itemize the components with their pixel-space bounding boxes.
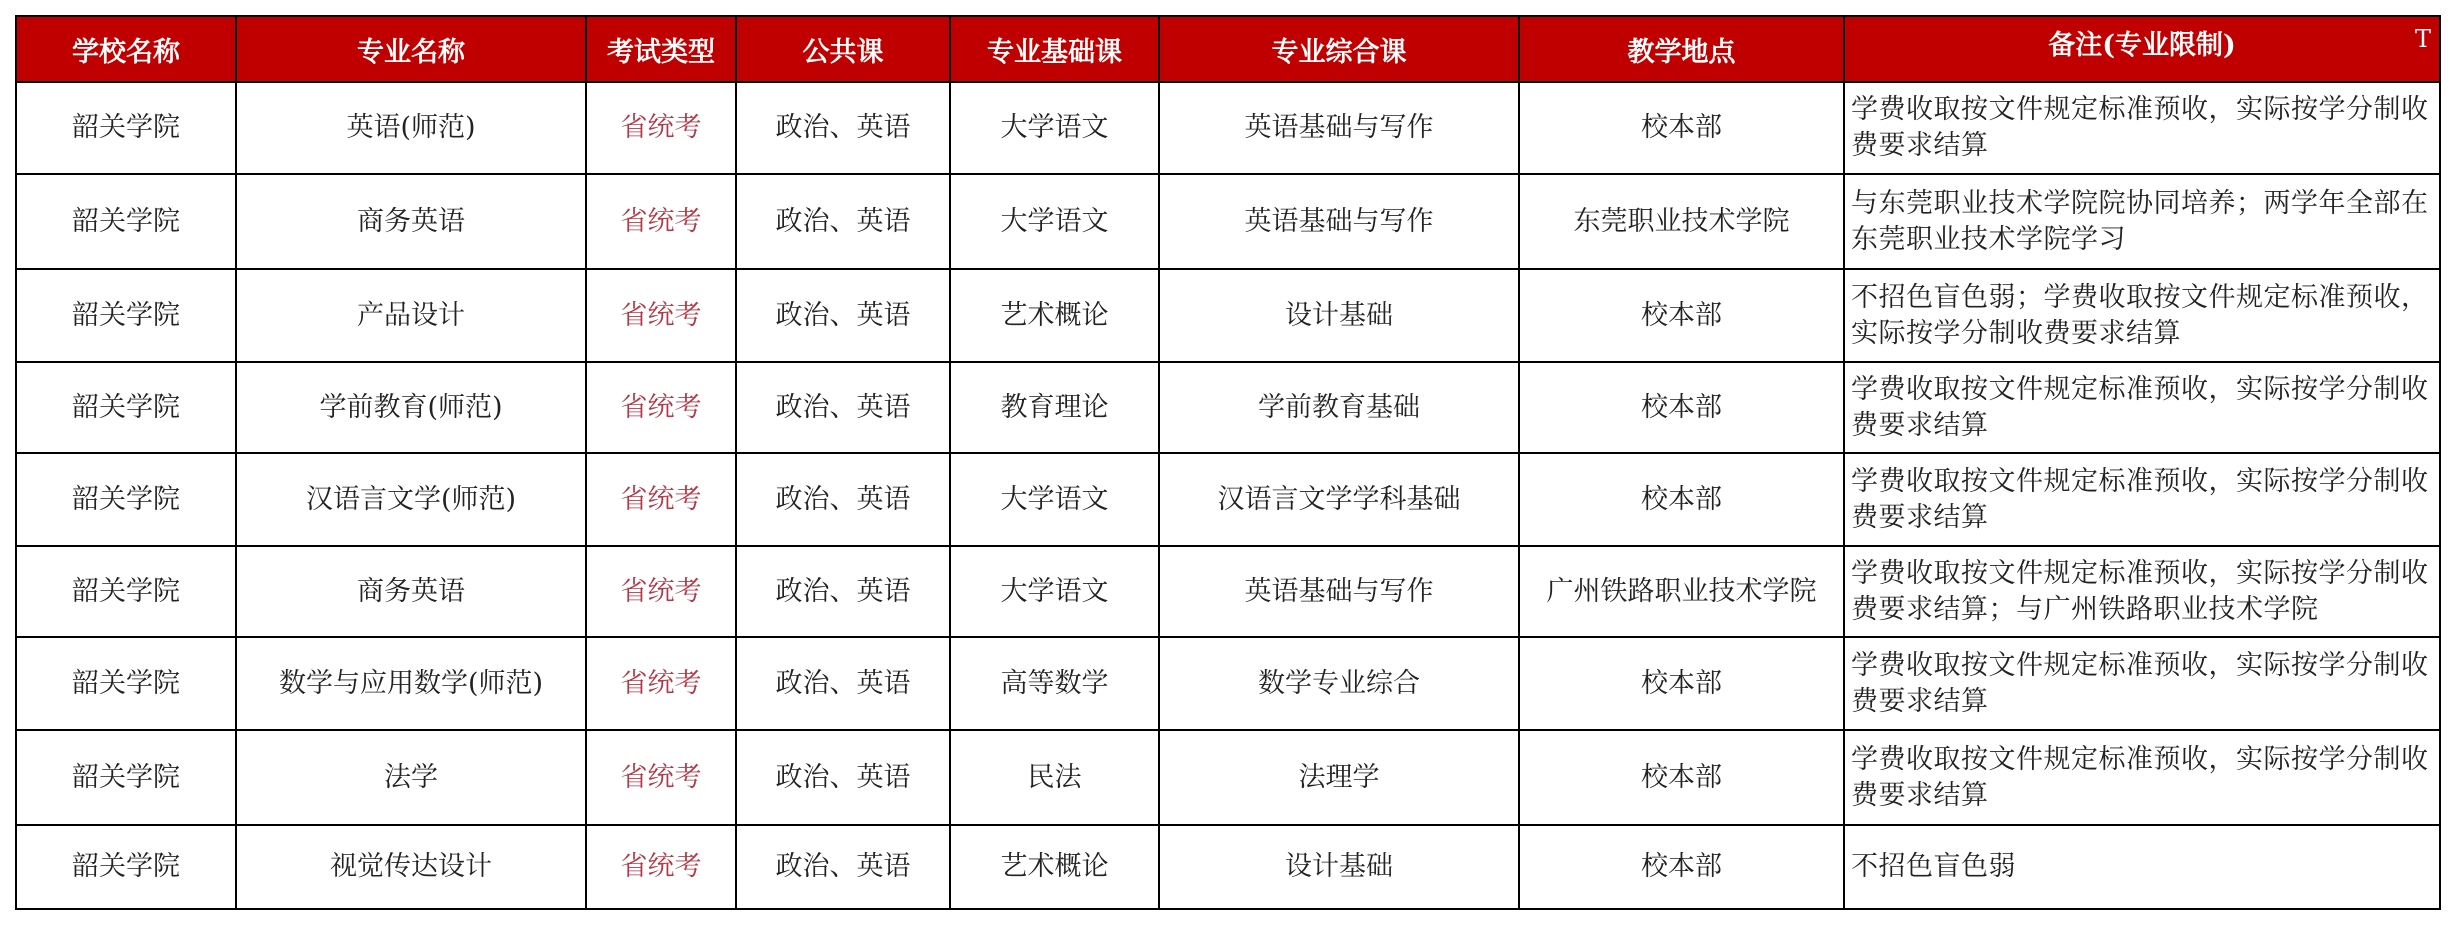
cell-exam-type: 省统考 [586, 825, 736, 909]
cell-public-course: 政治、英语 [736, 637, 950, 730]
cell-comprehensive-course: 学前教育基础 [1159, 362, 1519, 453]
cell-school: 韶关学院 [16, 362, 236, 453]
cell-notes [1844, 269, 2440, 362]
cell-school: 韶关学院 [16, 825, 236, 909]
cell-basic-course: 大学语文 [950, 453, 1159, 546]
cell-major: 商务英语 [236, 174, 586, 269]
cell-notes [1844, 546, 2440, 637]
cell-basic-course: 民法 [950, 730, 1159, 825]
cell-public-course: 政治、英语 [736, 825, 950, 909]
notes-text: 学费收取按文件规定标准预收，实际按学分制收费要求结算 [1851, 94, 2429, 161]
cell-notes [1844, 730, 2440, 825]
cell-basic-course: 大学语文 [950, 174, 1159, 269]
table-row [16, 730, 2440, 825]
cell-notes [1844, 453, 2440, 546]
cell-major: 产品设计 [236, 269, 586, 362]
cell-basic-course: 大学语文 [950, 82, 1159, 174]
cell-location: 校本部 [1519, 269, 1844, 362]
header-notes [1844, 16, 2440, 82]
cell-exam-type: 省统考 [586, 453, 736, 546]
table-row [16, 269, 2440, 362]
cell-notes [1844, 174, 2440, 269]
cell-exam-type: 省统考 [586, 730, 736, 825]
cell-public-course: 政治、英语 [736, 174, 950, 269]
cell-school: 韶关学院 [16, 174, 236, 269]
cell-comprehensive-course: 设计基础 [1159, 825, 1519, 909]
cell-public-course: 政治、英语 [736, 546, 950, 637]
cell-exam-type: 省统考 [586, 269, 736, 362]
cell-basic-course: 艺术概论 [950, 825, 1159, 909]
cell-exam-type: 省统考 [586, 174, 736, 269]
header-exam-type: 考试类型 [586, 16, 736, 82]
cell-location: 校本部 [1519, 82, 1844, 174]
cell-public-course: 政治、英语 [736, 730, 950, 825]
cell-major: 法学 [236, 730, 586, 825]
cell-basic-course: 高等数学 [950, 637, 1159, 730]
cell-basic-course: 大学语文 [950, 546, 1159, 637]
cell-comprehensive-course: 英语基础与写作 [1159, 82, 1519, 174]
table-row [16, 82, 2440, 174]
cell-exam-type: 省统考 [586, 362, 736, 453]
cell-notes [1844, 637, 2440, 730]
cell-major: 学前教育(师范) [236, 362, 586, 453]
cell-comprehensive-course: 英语基础与写作 [1159, 174, 1519, 269]
cell-major: 汉语言文学(师范) [236, 453, 586, 546]
cell-exam-type: 省统考 [586, 82, 736, 174]
notes-text: 学费收取按文件规定标准预收，实际按学分制收费要求结算 [1851, 743, 2429, 811]
header-school: 学校名称 [16, 16, 236, 82]
cell-comprehensive-course: 汉语言文学学科基础 [1159, 453, 1519, 546]
cell-location: 校本部 [1519, 362, 1844, 453]
cell-comprehensive-course: 设计基础 [1159, 269, 1519, 362]
cell-exam-type: 省统考 [586, 637, 736, 730]
cell-school: 韶关学院 [16, 637, 236, 730]
cell-school: 韶关学院 [16, 546, 236, 637]
table-row [16, 825, 2440, 909]
cell-exam-type: 省统考 [586, 546, 736, 637]
cell-school: 韶关学院 [16, 730, 236, 825]
cell-location: 校本部 [1519, 453, 1844, 546]
notes-text: 不招色盲色弱 [1851, 851, 2016, 882]
admissions-table [15, 15, 2441, 910]
cell-comprehensive-course: 英语基础与写作 [1159, 546, 1519, 637]
header-location: 教学地点 [1519, 16, 1844, 82]
table-row [16, 637, 2440, 730]
cell-basic-course: 教育理论 [950, 362, 1159, 453]
cell-notes [1844, 82, 2440, 174]
table-row [16, 362, 2440, 453]
notes-text: 不招色盲色弱；学费收取按文件规定标准预收，实际按学分制收费要求结算 [1851, 281, 2429, 349]
cell-location: 校本部 [1519, 825, 1844, 909]
cell-major: 视觉传达设计 [236, 825, 586, 909]
cell-basic-course: 艺术概论 [950, 269, 1159, 362]
notes-text: 学费收取按文件规定标准预收，实际按学分制收费要求结算 [1851, 649, 2429, 717]
cell-school: 韶关学院 [16, 269, 236, 362]
cell-comprehensive-course: 数学专业综合 [1159, 637, 1519, 730]
header-notes-label: 备注(专业限制) [2048, 30, 2236, 61]
cell-school: 韶关学院 [16, 82, 236, 174]
cell-location: 东莞职业技术学院 [1519, 174, 1844, 269]
cell-major: 数学与应用数学(师范) [236, 637, 586, 730]
header-public-course: 公共课 [736, 16, 950, 82]
cell-major: 英语(师范) [236, 82, 586, 174]
notes-text: 学费收取按文件规定标准预收，实际按学分制收费要求结算 [1851, 373, 2429, 441]
header-corner-mark: T [2414, 25, 2431, 53]
cell-school: 韶关学院 [16, 453, 236, 546]
cell-notes [1844, 825, 2440, 909]
cell-public-course: 政治、英语 [736, 362, 950, 453]
cell-notes [1844, 362, 2440, 453]
cell-location: 广州铁路职业技术学院 [1519, 546, 1844, 637]
table-row [16, 453, 2440, 546]
cell-location: 校本部 [1519, 637, 1844, 730]
cell-public-course: 政治、英语 [736, 453, 950, 546]
header-comprehensive-course: 专业综合课 [1159, 16, 1519, 82]
header-row [16, 16, 2440, 82]
notes-text: 与东莞职业技术学院院协同培养；两学年全部在东莞职业技术学院学习 [1851, 187, 2429, 255]
header-basic-course: 专业基础课 [950, 16, 1159, 82]
cell-comprehensive-course: 法理学 [1159, 730, 1519, 825]
table-row [16, 546, 2440, 637]
header-major: 专业名称 [236, 16, 586, 82]
notes-text: 学费收取按文件规定标准预收，实际按学分制收费要求结算 [1851, 465, 2429, 533]
cell-location: 校本部 [1519, 730, 1844, 825]
table-row [16, 174, 2440, 269]
notes-text: 学费收取按文件规定标准预收，实际按学分制收费要求结算；与广州铁路职业技术学院 [1851, 557, 2429, 625]
cell-major: 商务英语 [236, 546, 586, 637]
cell-public-course: 政治、英语 [736, 82, 950, 174]
cell-public-course: 政治、英语 [736, 269, 950, 362]
